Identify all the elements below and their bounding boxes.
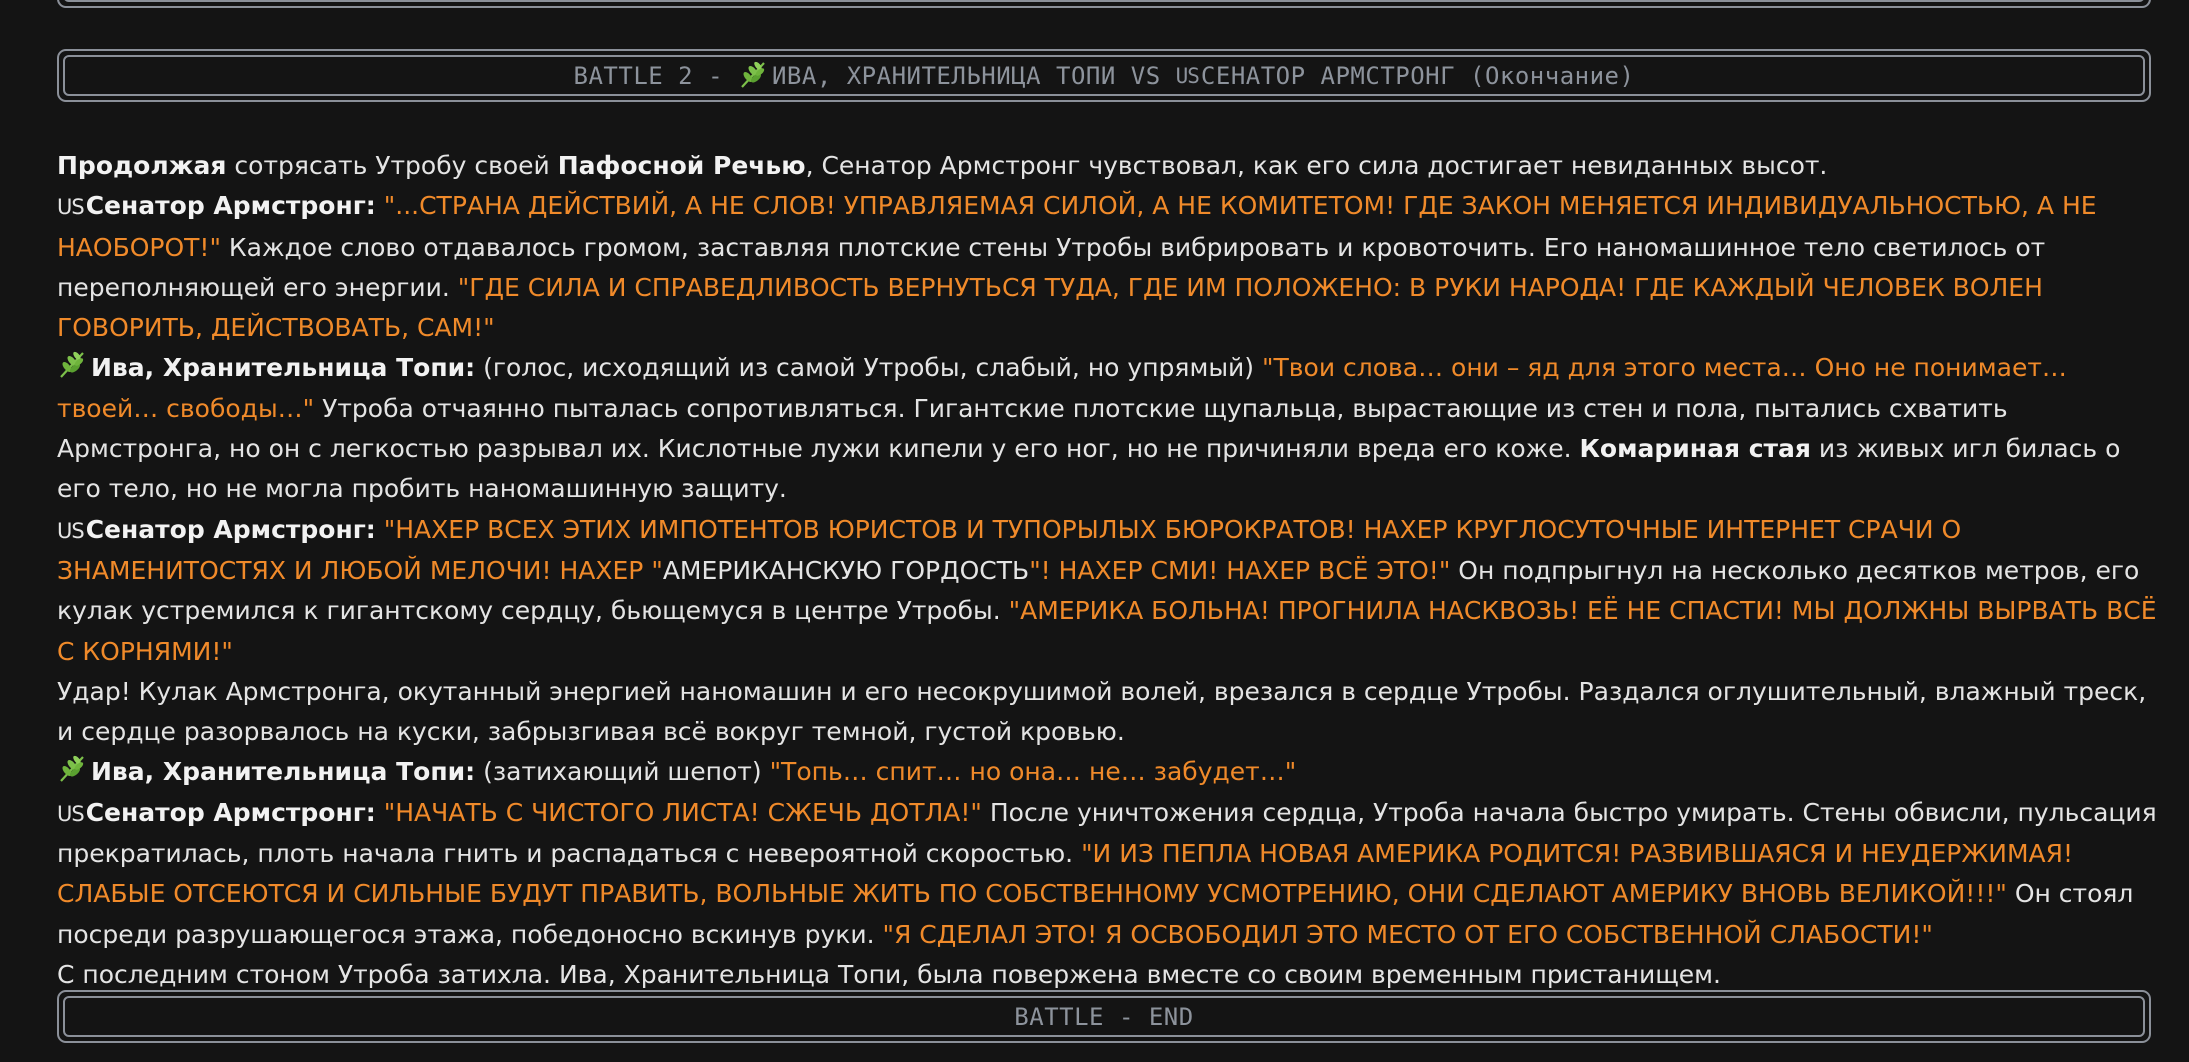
herb-leaf-icon [57, 752, 87, 792]
speaker-armstrong: Сенатор Армстронг: [85, 797, 376, 827]
herb-leaf-icon [57, 348, 87, 388]
battle-title-suffix: СЕНАТОР АРМСТРОНГ (Окончание) [1200, 61, 1635, 90]
story-paragraph-4: USСенатор Армстронг: "НАХЕР ВСЕХ ЭТИХ ИМПОТЕНТОВ ЮРИСТОВ И ТУПОРЫЛЫХ БЮРОКРАТОВ! НАХЕР КРУГЛОСУТОЧНЫЕ ИНТЕРНЕТ СРАЧИ О ЗНАМЕНИТОСТЯХ И ЛЮБОЙ МЕЛОЧИ! НАХЕР "АМЕРИКАНСКУЮ ГОРДОСТЬ"! НАХЕР СМИ! НАХЕР ВСЁ ЭТО!" Он подпрыгнул на несколько десятков метров, его кулак устремился к гигантскому сердцу, бьющемуся в центре Утробы. "АМЕРИКА БОЛЬНА! ПРОГНИЛА НАСКВОЗЬ! ЕЁ НЕ СПАСТИ! МЫ ДОЛЖНЫ ВЫРВАТЬ ВСЁ С КОРНЯМИ!" [57, 514, 2157, 666]
battle-title [63, 55, 2145, 96]
story-paragraph-8: С последним стоном Утроба затихла. Ива, Хранительница Топи, была повержена вместе со своим временным пристанищем. [57, 959, 1721, 989]
us-flag-icon: US [1175, 63, 1199, 88]
battle-story [57, 146, 2167, 995]
previous-banner-inner [63, 0, 2145, 2]
story-paragraph-3: Ива, Хранительница Топи: (голос, исходящий из самой Утробы, слабый, но упрямый) "Твои слова… они – яд для этого места… Оно не понимает… твоей… свободы…" Утроба отчаянно пыталась сопротивляться. Гигантские плотские щупальца, вырастающие из стен и пола, пытались схватить Армстронга, но он с легкостью разрывал их. Кислотные лужи кипели у его ног, но не причиняли вреда его коже. Комариная стая из живых игл билась о его тело, но не могла пробить наномашинную защиту. [57, 348, 2167, 509]
previous-banner [57, 0, 2151, 8]
herb-leaf-icon [738, 60, 768, 91]
speaker-iva: Ива, Хранительница Топи: [91, 353, 476, 383]
battle-end-banner [57, 990, 2151, 1043]
us-flag-icon: US [57, 518, 84, 543]
us-flag-icon: US [57, 195, 84, 220]
battle-title-mid: ИВА, ХРАНИТЕЛЬНИЦА ТОПИ VS [771, 61, 1176, 90]
speaker-iva: Ива, Хранительница Топи: [91, 757, 476, 787]
battle-title-prefix: BATTLE 2 - [573, 61, 738, 90]
story-paragraph-5: Удар! Кулак Армстронга, окутанный энергией наномашин и его несокрушимой волей, врезался в сердце Утробы. Раздался оглушительный, влажный треск, и сердце разорвалось на куски, забрызгивая всё вокруг темной, густой кровью. [57, 676, 2147, 747]
story-paragraph-6: Ива, Хранительница Топи: (затихающий шепот) "Топь… спит… но она… не… забудет…" [57, 752, 2167, 792]
speaker-armstrong: Сенатор Армстронг: [85, 514, 376, 544]
speaker-armstrong: Сенатор Армстронг: [85, 191, 376, 221]
story-paragraph-1: Продолжая сотрясать Утробу своей Пафосной Речью, Сенатор Армстронг чувствовал, как его сила достигает невиданных высот. [57, 151, 1828, 180]
battle-title-banner [57, 49, 2151, 102]
story-paragraph-7: USСенатор Армстронг: "НАЧАТЬ С ЧИСТОГО ЛИСТА! СЖЕЧЬ ДОТЛА!" После уничтожения сердца, Утроба начала быстро умирать. Стены обвисли, пульсация прекратилась, плоть начала гнить и распадаться с невероятной скоростью. "И ИЗ ПЕПЛА НОВАЯ АМЕРИКА РОДИТСЯ! РАЗВИВШАЯСЯ И НЕУДЕРЖИМАЯ! СЛАБЫЕ ОТСЕЮТСЯ И СИЛЬНЫЕ БУДУТ ПРАВИТЬ, ВОЛЬНЫЕ ЖИТЬ ПО СОБСТВЕННОМУ УСМОТРЕНИЮ, ОНИ СДЕЛАЮТ АМЕРИКУ ВНОВЬ ВЕЛИКОЙ!!!" Он стоял посреди разрушающегося этажа, победоносно вскинув руки. "Я СДЕЛАЛ ЭТО! Я ОСВОБОДИЛ ЭТО МЕСТО ОТ ЕГО СОБСТВЕННОЙ СЛАБОСТИ!" [57, 797, 2157, 949]
us-flag-icon: US [57, 801, 84, 826]
battle-end-title: BATTLE - END [63, 996, 2145, 1037]
story-paragraph-2: USСенатор Армстронг: "...СТРАНА ДЕЙСТВИЙ, А НЕ СЛОВ! УПРАВЛЯЕМАЯ СИЛОЙ, А НЕ КОМИТЕТОМ! ГДЕ ЗАКОН МЕНЯЕТСЯ ИНДИВИДУАЛЬНОСТЬЮ, А НЕ НАОБОРОТ!" Каждое слово отдавалось громом, заставляя плотские стены Утробы вибрировать и кровоточить. Его наномашинное тело светилось от переполняющей его энергии. "ГДЕ СИЛА И СПРАВЕДЛИВОСТЬ ВЕРНУТЬСЯ ТУДА, ГДЕ ИМ ПОЛОЖЕНО: В РУКИ НАРОДА! ГДЕ КАЖДЫЙ ЧЕЛОВЕК ВОЛЕН ГОВОРИТЬ, ДЕЙСТВОВАТЬ, САМ!" [57, 191, 2097, 343]
